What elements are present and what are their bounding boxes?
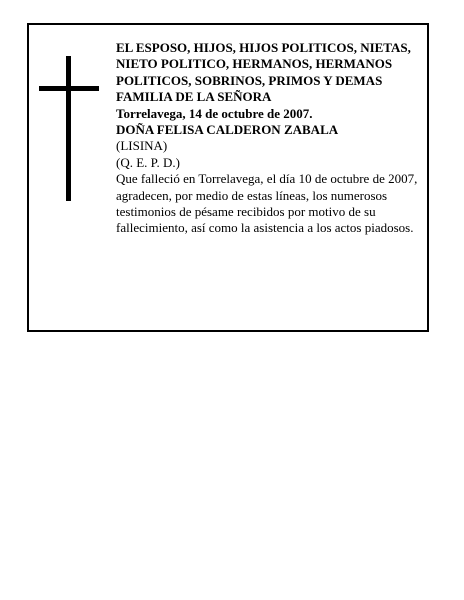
- notice-place-date: Torrelavega, 14 de octubre de 2007.: [116, 105, 313, 121]
- deceased-nickname: (LISINA): [116, 138, 168, 154]
- cross-icon: [39, 56, 99, 201]
- death-info: Que falleció en Torrelavega, el día 10 de octubre de 2007,: [116, 171, 418, 187]
- deceased-name: DOÑA FELISA CALDERON ZABALA: [116, 122, 339, 138]
- notice-heading: EL ESPOSO, HIJOS, HIJOS POLITICOS, NIETAS, NIETO POLITICO, HERMANOS, HERMANOS POLITICOS, SOBRINOS, PRIMOS Y DEMAS FAMILIA DE LA SEÑORA: [116, 40, 411, 105]
- notice-text-block: [116, 40, 418, 237]
- thanks-text: agradecen, por medio de estas líneas, los numerosos testimonios de pésame recibidos por motivo de su fallecimiento, así como la asistencia a los actos piadosos.: [116, 187, 414, 236]
- rip-line: (Q. E. P. D.): [116, 154, 180, 170]
- cross-horizontal-bar: [39, 86, 99, 91]
- cross-vertical-bar: [66, 56, 71, 201]
- obituary-notice-frame: [27, 23, 429, 332]
